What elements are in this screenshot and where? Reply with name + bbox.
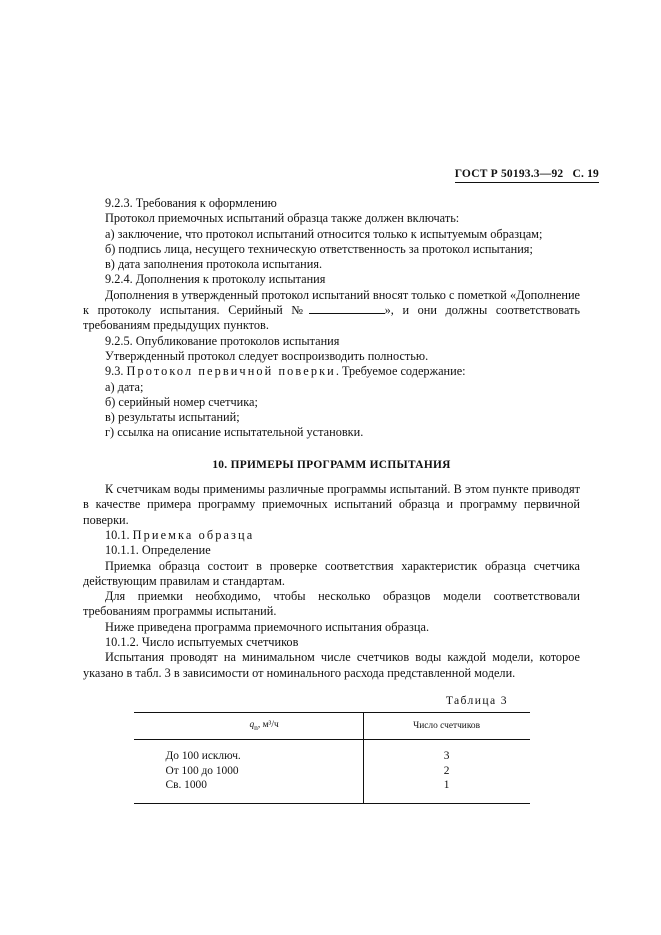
section-10-intro: К счетчикам воды применимы различные программы испытаний. В этом пункте приводят в качестве примера программу приемочных испытаний образца и программу первичной поверки.	[83, 482, 580, 527]
clause-9-2-5-text: Утвержденный протокол следует воспроизводить полностью.	[105, 348, 429, 363]
clause-9-3-item-b: б) серийный номер счетчика;	[105, 394, 258, 409]
count-row-2: 2	[443, 764, 450, 777]
clause-9-2-3-item-b: б) подпись лица, несущего техническую ответственность за протокол испытания;	[105, 241, 533, 256]
table-head	[134, 713, 530, 740]
flow-subscript: n	[254, 723, 258, 733]
clause-9-3	[83, 364, 580, 379]
clause-9-2-4-text-part2: », и они должны соответствовать требованиям предыдущих пунктов.	[83, 303, 581, 333]
table-cell-counts	[363, 740, 529, 804]
table-body	[134, 740, 530, 804]
header-rule	[455, 182, 599, 183]
clause-9-2-3-item-v: в) дата заполнения протокола испытания.	[105, 257, 323, 272]
clause-9-2-4-text	[83, 288, 580, 334]
clause-10-1-1-text-1: Приемка образца состоит в проверке соответствия характеристик образца счетчика действующим правилам и стандартам.	[83, 558, 580, 588]
range-row-2: От 100 до 1000	[165, 764, 239, 777]
page-header	[455, 168, 599, 183]
clause-9-3-title: Протокол первичной поверки	[126, 364, 336, 379]
clause-9-2-5-title: 9.2.5. Опубликование протоколов испытания	[105, 333, 340, 348]
clause-9-2-3-text: Протокол приемочных испытаний образца также должен включать:	[105, 211, 460, 226]
clause-10-1-1-text-2: Для приемки необходимо, чтобы несколько образцов модели соответствовали требованиям программы испытаний.	[83, 589, 580, 619]
clause-10-1-title: Приемка образца	[132, 527, 255, 542]
fill-in-blank	[309, 303, 385, 314]
table-caption: Таблица 3	[445, 693, 508, 707]
clause-9-3-item-g: г) ссылка на описание испытательной установки.	[105, 425, 364, 440]
table-col-header-flow	[134, 713, 364, 740]
range-row-3: Св. 1000	[165, 779, 207, 792]
clause-10-1-1-text-3: Ниже приведена программа приемочного испытания образца.	[105, 619, 430, 634]
flow-units: , м³/ч	[257, 720, 279, 731]
range-row-1: До 100 исключ.	[165, 750, 241, 763]
clause-9-2-3-title: 9.2.3. Требования к оформлению	[105, 196, 277, 210]
table-col-header-count: Число счетчиков	[363, 713, 529, 740]
flow-symbol: q	[249, 720, 255, 731]
clause-9-3-item-v: в) результаты испытаний;	[105, 410, 240, 425]
table-row	[134, 740, 530, 804]
clause-10-1-2-text: Испытания проводят на минимальном числе счетчиков воды каждой модели, которое указано в табл. 3 в зависимости от номинального расхода представленной модели.	[83, 650, 580, 680]
page-label: С. 19	[572, 168, 599, 180]
clause-9-2-4-text-part1: Дополнения в утвержденный протокол испытаний вносят только с пометкой «Дополнение к протоколу испытания. Серийный №	[83, 287, 580, 318]
table-cell-ranges	[134, 740, 364, 804]
clause-9-2-4-title: 9.2.4. Дополнения к протоколу испытания	[105, 272, 326, 287]
clause-10-1-number: 10.1.	[105, 527, 133, 542]
standard-id: ГОСТ Р 50193.3—92	[454, 168, 564, 180]
clause-10-1-1-title: 10.1.1. Определение	[105, 543, 211, 558]
table-header-row	[134, 713, 530, 740]
clause-9-3-suffix: . Требуемое содержание:	[335, 364, 466, 379]
clause-9-2-3-item-a: а) заключение, что протокол испытаний относится только к испытуемым образцам;	[105, 226, 543, 241]
clause-10-1	[83, 528, 580, 543]
clause-9-3-item-a: а) дата;	[105, 379, 144, 394]
clause-9-3-number: 9.3.	[105, 364, 127, 379]
section-heading-10: 10. ПРИМЕРЫ ПРОГРАММ ИСПЫТАНИЯ	[212, 458, 451, 471]
count-row-3: 1	[443, 779, 450, 792]
clause-10-1-2-title: 10.1.2. Число испытуемых счетчиков	[105, 635, 299, 650]
count-row-1: 3	[443, 750, 450, 763]
page-content	[83, 196, 580, 804]
table-3	[134, 712, 530, 804]
